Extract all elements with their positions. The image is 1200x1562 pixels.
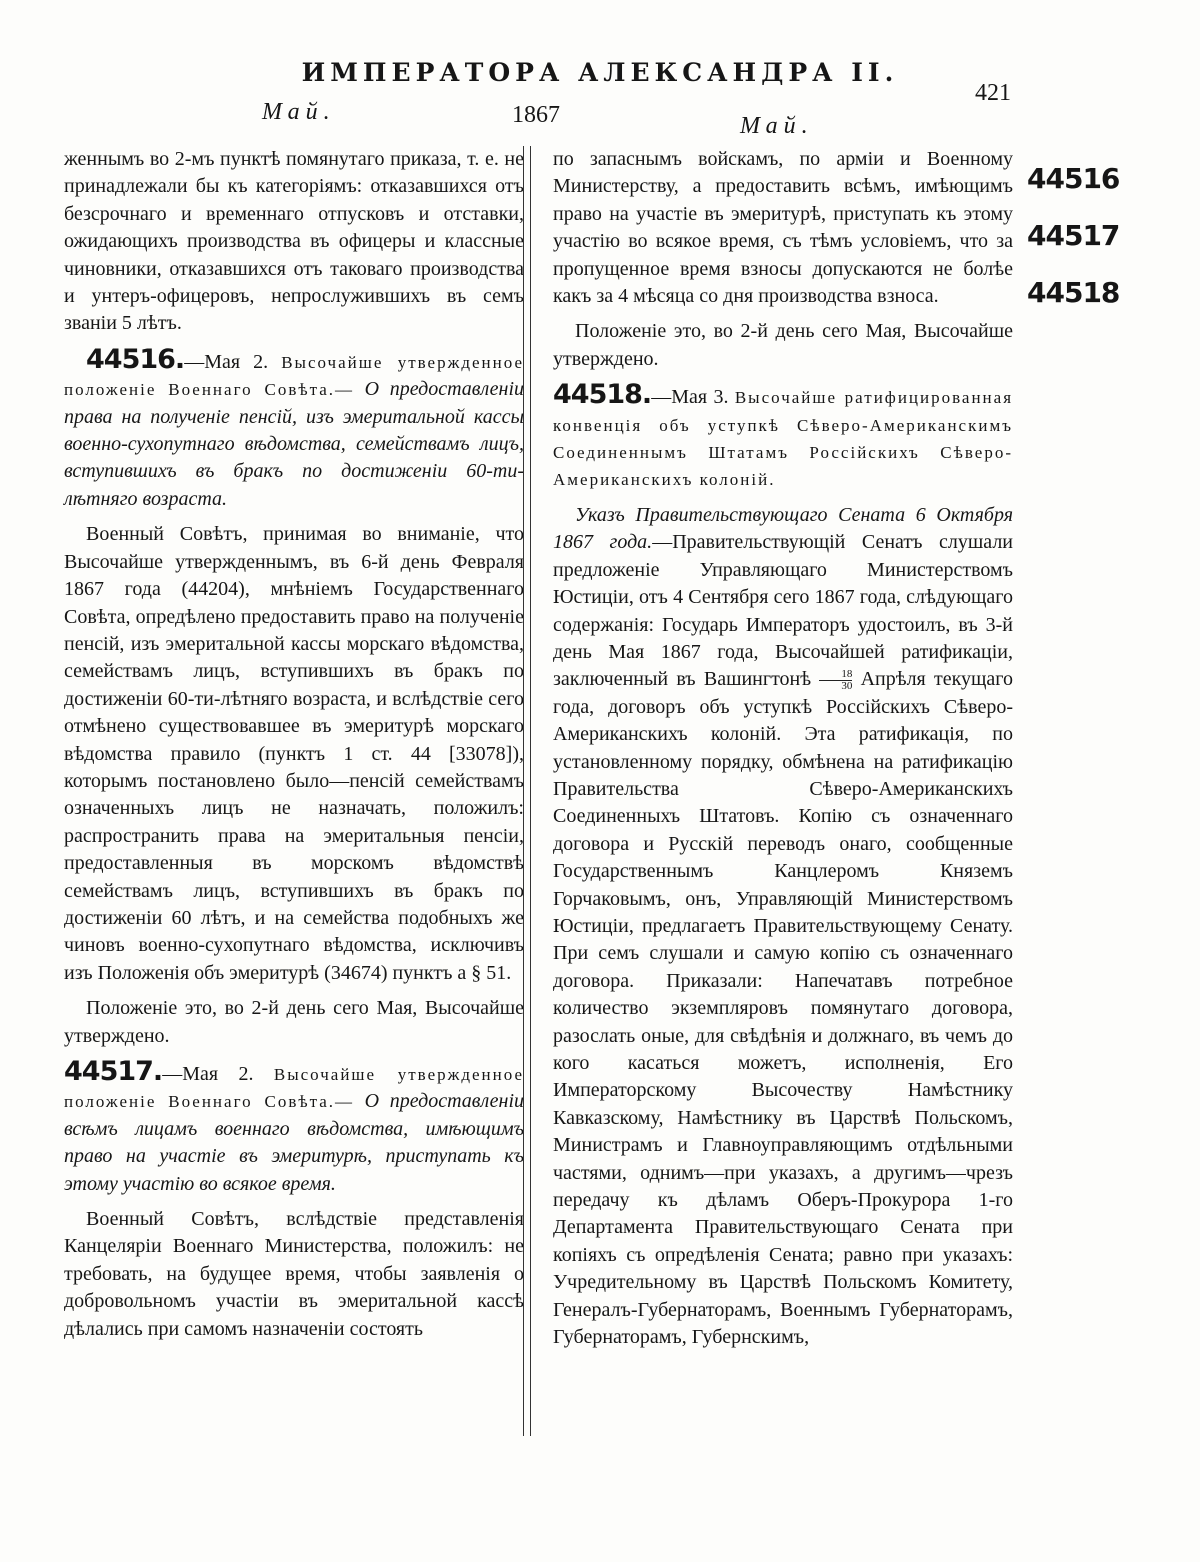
ukaz-text: [553, 502, 1013, 1352]
law-title: О предоставленіи права на полученіе пенсій, изъ эмеритальной кассы военно-сухопутнаго вѣдомства, семействамъ лицъ, вступившихъ въ бракъ по достиженіи 60-ти-лѣтняго возраста.: [64, 378, 525, 510]
fraction-denominator: 30: [819, 680, 852, 692]
month-left: Май.: [262, 99, 336, 125]
margin-number: 44517: [1027, 219, 1120, 252]
month-right: Май.: [740, 113, 814, 139]
entry-44518-header: [553, 381, 1013, 494]
law-heading: Высочайше утвержденное положеніе Военнаго Совѣта.—: [64, 352, 524, 400]
ukaz-body-continued: Апрѣля текущаго года, договоръ объ уступкѣ Россійскихъ Сѣверо-Американскихъ колоній. Эта ратификація, по установленному порядку, обмѣнена на ратификацію Правительства Сѣверо-Американскихъ Соединенныхъ Штатовъ. Копію съ означеннаго договора и Русскій переводъ онаго, сообщенные Государственнымъ Канцлеромъ Княземъ Горчаковымъ, онъ, Управляющій Министерствомъ Юстиціи, предлагаетъ Правительствующему Сенату. При семъ слушали и самую копію съ означеннаго договора. Приказали: Напечатавъ потребное количество экземпляровъ помянутаго договора, разослать оные, для свѣдѣнія и должнаго, въ чемъ до кого касаться можетъ, исполненія, Его Императорскому Высочеству Намѣстнику Кавказскому, Намѣстнику въ Царствѣ Польскомъ, Министрамъ и Главноуправляющимъ отдѣльными частями, однимъ—при указахъ, а другимъ—чрезъ передачу къ дѣламъ Оберъ-Прокурора 1-го Департамента Правительствующаго Сената при копіяхъ съ опредѣленія Сената; равно при указахъ: Учредительному въ Царствѣ Польскомъ Комитету, Генералъ-Губернаторамъ, Военнымъ Губернаторамъ, Губернаторамъ, Губернскимъ,: [553, 668, 1013, 1349]
margin-number: 44516: [1027, 162, 1120, 195]
margin-law-numbers: [1027, 150, 1119, 321]
right-column: [553, 146, 1013, 1351]
law-number: 44518.: [553, 379, 652, 411]
law-title: О предоставленіи всѣмъ лицамъ военнаго вѣдомства, имѣющимъ право на участіе въ эмеритурѣ, приступать къ этому участію во всякое время.: [64, 1090, 525, 1195]
law-heading: Высочайше ратифицированная конвенція объ уступкѣ Сѣверо-Американскимъ Соединеннымъ Штатамъ Россійскихъ Сѣверо-Американскихъ колоній.: [553, 388, 1014, 490]
law-date: —Мая 2.: [184, 350, 269, 373]
ukaz-body: —Правительствующій Сенатъ слушали предложеніе Управляющаго Министерствомъ Юстиціи, отъ 4 Сентября сего 1867 года, слѣдующаго содержанія: Государь Императоръ удостоилъ, въ 3-й день Мая 1867 года, Высочайшей ратификаціи, заключенный въ Вашингтонѣ: [553, 531, 1014, 691]
page-number: 421: [975, 80, 1011, 106]
date-fraction: [819, 669, 852, 692]
entry-44516-header: [64, 343, 525, 513]
margin-number: 44518: [1027, 276, 1120, 309]
continued-paragraph: по запаснымъ войскамъ, по арміи и Военному Министерству, а предоставить всѣмъ, имѣющимъ право на участіе въ эмеритурѣ, приступать къ этому участію во всякое время, съ тѣмъ условіемъ, что за пропущенное время взносы допускаются не болѣе какъ за 4 мѣсяца со дня производства взноса.: [553, 148, 1013, 308]
continued-paragraph: женнымъ во 2-мъ пунктѣ помянутаго приказа, т. е. не принадлежали бы къ категоріямъ: отказавшихся отъ безсрочнаго и временнаго отпусковъ и отставки, ожидающихъ производства въ офицеры и классные чиновники, отказавшихся отъ таковаго производства и унтеръ-офицеровъ, непрослужившихъ въ семъ званіи 5 лѣтъ.: [64, 148, 524, 335]
left-column: [64, 146, 524, 1343]
year: 1867: [512, 102, 560, 128]
approval-note: Положеніе это, во 2-й день сего Мая, Высочайше утверждено.: [64, 997, 524, 1047]
column-divider: [523, 146, 531, 1436]
law-date: —Мая 3.: [651, 386, 729, 409]
law-number: 44516.: [86, 343, 185, 375]
law-body: Военный Совѣтъ, принимая во вниманіе, что Высочайше утвержденнымъ, въ 6-й день Февраля 1867 года (44204), мнѣніемъ Государственнаго Совѣта, опредѣлено предоставить право на полученіе пенсій, изъ эмеритальной кассы морскаго вѣдомства, семействамъ лицъ, вступившихъ въ бракъ по достиженіи 60-ти-лѣтняго возраста, и вслѣдствіе сего отмѣнено существовавшее въ эмеритурѣ морскаго вѣдомства правило (пунктъ 1 ст. 44 [33078]), которымъ постановлено было—пенсій семействамъ означенныхъ лицъ не назначать, положилъ: распространить права на эмеритальныя пенсіи, предоставленныя въ морскомъ вѣдомствѣ семействамъ лицъ, вступившихъ въ бракъ по достиженіи 60 лѣтъ, и на семейства подобныхъ же чиновъ военно-сухопутнаго вѣдомства, исключивъ изъ Положенія объ эмеритурѣ (34674) пунктъ а § 51.: [64, 523, 524, 984]
law-heading: Высочайше утвержденное положеніе Военнаго Совѣта.—: [64, 1065, 525, 1112]
law-date: —Мая 2.: [162, 1063, 254, 1085]
running-head-title: ИМПЕРАТОРА АЛЕКСАНДРА II.: [301, 58, 899, 87]
entry-44517-header: [64, 1058, 524, 1198]
law-body: Военный Совѣтъ, вслѣдствіе представленія Канцеляріи Военнаго Министерства, положилъ: не требовать, на будущее время, чтобы заявленія о добровольномъ участіи въ эмеритальной кассѣ дѣлались при самомъ назначеніи состоять: [64, 1208, 524, 1340]
approval-note: Положеніе это, во 2-й день сего Мая, Высочайше утверждено.: [553, 320, 1013, 370]
law-number: 44517.: [64, 1056, 163, 1087]
ukaz-title: Указъ Правительствующаго Сената 6 Октября 1867 года.: [553, 503, 1013, 554]
fraction-numerator: 18: [841, 668, 853, 681]
